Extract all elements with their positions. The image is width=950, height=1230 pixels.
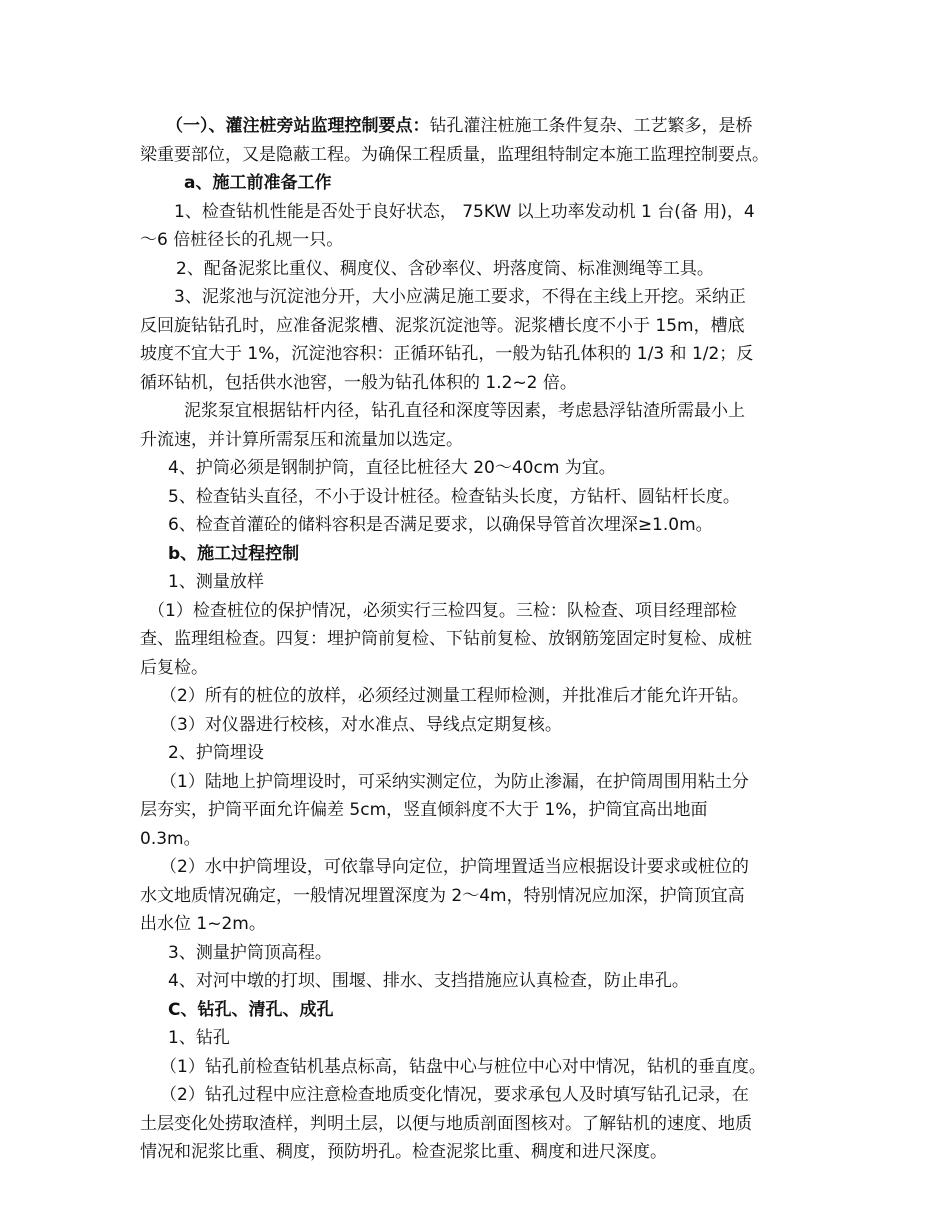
subheading-b: b、施工过程控制 [168,543,300,564]
paragraph-line: 3、泥浆池与沉淀池分开，大小应满足施工要求，不得在主线上开挖。采纳正 [174,287,746,307]
paragraph-line: 层夯实，护筒平面允许偏差 5cm，竖直倾斜度不大于 1%，护筒宜高出地面 [140,800,708,820]
paragraph-line: 查、监理组检查。四复：埋护筒前复检、下钻前复检、放钢筋笼固定时复检、成桩 [140,629,752,649]
paragraph-line: （3）对仪器进行校核，对水准点、导线点定期复核。 [160,714,562,735]
paragraph-line: 1、检查钻机性能是否处于良好状态， 75KW 以上功率发动机 1 台(备 用)，4 [174,201,755,222]
paragraph-line: 后复检。 [140,657,208,678]
paragraph-line: （2）水中护筒埋设，可依靠导向定位，护筒埋置适当应根据设计要求或桩位的 [160,857,749,877]
paragraph-line: 泥浆泵宜根据钻杆内径，钻孔直径和深度等因素，考虑悬浮钻渣所需最小上 [184,401,745,421]
section-heading: （一）、灌注桩旁站监理控制要点： [166,116,430,136]
subheading-a: a、施工前准备工作 [184,173,332,193]
paragraph-line: 循环钻机，包括供水池窖，一般为钻孔体积的 1.2~2 倍。 [140,372,577,393]
paragraph-line: 坡度不宜大于 1%，沉淀池容积：正循环钻孔，一般为钻孔体积的 1/3 和 1/2；反 [140,344,754,364]
paragraph-line: （2）所有的桩位的放样，必须经过测量工程师检测，并批准后才能允许开钻。 [160,686,749,706]
paragraph-line: 3、测量护筒顶高程。 [168,942,332,963]
paragraph-line: （1）检查桩位的保护情况，必须实行三检四复。三检：队检查、项目经理部检 [148,600,737,621]
paragraph-line: （2）钻孔过程中应注意检查地质变化情况，要求承包人及时填写钻孔记录，在 [160,1085,749,1105]
paragraph-line: （1）陆地上护筒埋设时，可采纳实测定位，为防止渗漏，在护筒周围用粘土分 [160,771,749,792]
paragraph-line: 水文地质情况确定，一般情况埋置深度为 2～4m，特别情况应加深，护筒顶宜高 [140,885,745,906]
paragraph-line: 4、护筒必须是钢制护筒，直径比桩径大 20～40cm 为宜。 [168,458,616,478]
paragraph-line: 4、对河中墩的打坝、围堰、排水、支挡措施应认真检查，防止串孔。 [168,971,689,991]
paragraph-line: 2、护筒埋设 [168,743,264,763]
paragraph-line: 1、测量放样 [168,572,264,592]
paragraph-line: 1、钻孔 [168,1028,230,1048]
paragraph-line: 土层变化处捞取渣样，判明土层，以便与地质剖面图核对。了解钻机的速度、地质 [140,1113,752,1134]
intro-text: 钻孔灌注桩施工条件复杂、工艺繁多，是桥 [429,116,753,136]
paragraph-line: 5、检查钻头直径，不小于设计桩径。检查钻头长度，方钻杆、圆钻杆长度。 [168,486,740,507]
paragraph-line: 0.3m。 [140,828,201,849]
paragraph-line: 2、配备泥浆比重仪、稠度仪、含砂率仪、坍落度筒、标准测绳等工具。 [176,258,714,279]
paragraph-line: （1）钻孔前检查钻机基点标高，钻盘中心与桩位中心对中情况，钻机的垂直度。 [160,1056,766,1077]
intro-line-2: 梁重要部位，又是隐蔽工程。为确保工程质量，监理组特制定本施工监理控制要点。 [140,144,769,165]
paragraph-line: 出水位 1~2m。 [140,914,266,934]
subheading-c: C、钻孔、清孔、成孔 [168,999,334,1020]
paragraph-line: ～6 倍桩径长的孔规一只。 [140,230,344,250]
paragraph-line: 情况和泥浆比重、稠度，预防坍孔。检查泥浆比重、稠度和进尺深度。 [140,1142,667,1162]
document-body [140,112,812,1167]
paragraph-line: 反回旋钻钻孔时，应准备泥浆槽、泥浆沉淀池等。泥浆槽长度不小于 15m，槽底 [140,315,745,336]
paragraph-line: 升流速，并计算所需泵压和流量加以选定。 [140,429,463,450]
intro-line-1 [140,112,812,141]
paragraph-line: 6、检查首灌砼的储料容积是否满足要求，以确保导管首次埋深≥1.0m。 [168,515,713,535]
